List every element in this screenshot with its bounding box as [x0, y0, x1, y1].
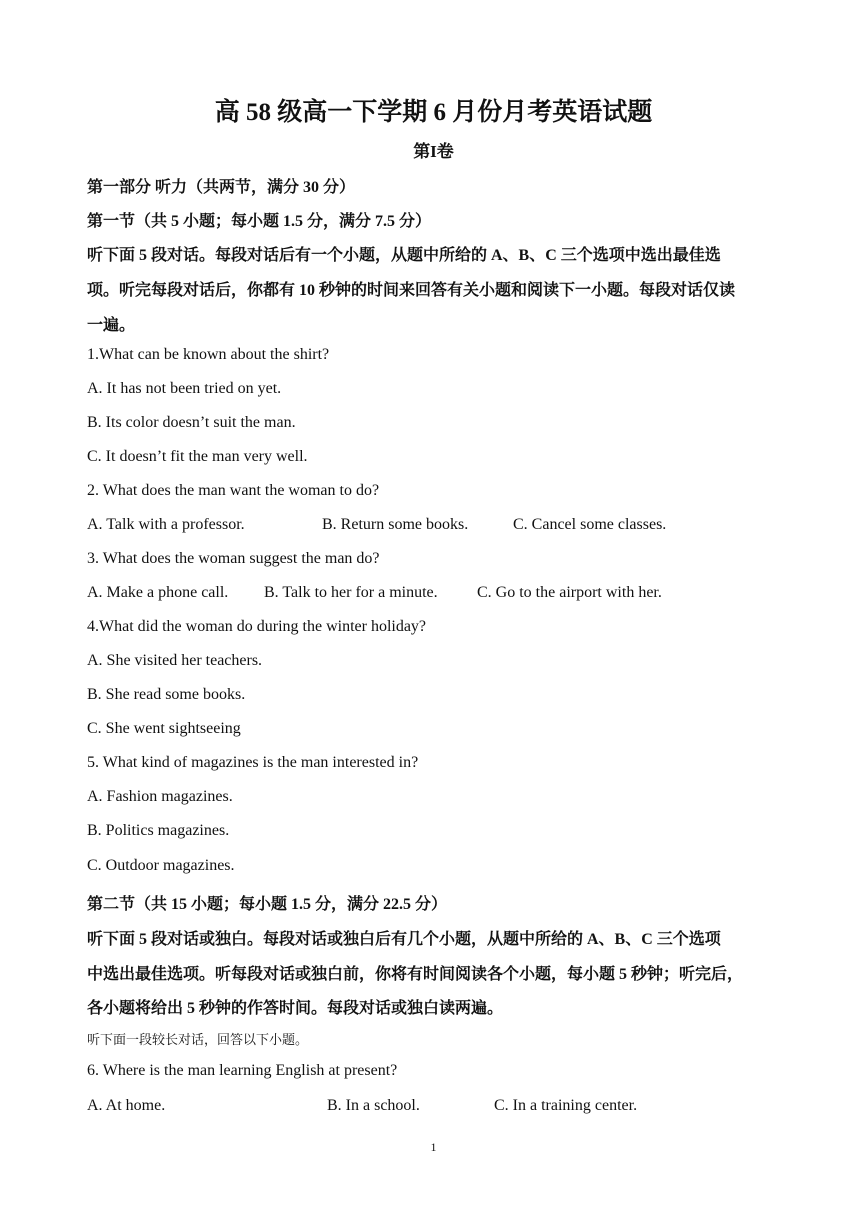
question-4-option-a: A. She visited her teachers.	[87, 652, 263, 669]
question-5-option-b: B. Politics magazines.	[87, 822, 230, 839]
question-5-option-c: C. Outdoor magazines.	[87, 857, 235, 874]
question-6-stem: 6. Where is the man learning English at present?	[87, 1062, 398, 1079]
section1-instructions-line: 听下面 5 段对话。每段对话后有一个小题，从题中所给的 A、B、C 三个选项中选出最佳选	[87, 247, 721, 264]
volume-label: 第I卷	[413, 142, 454, 161]
question-3-option-b: B. Talk to her for a minute.	[264, 584, 438, 601]
question-1-option-b: B. Its color doesn’t suit the man.	[87, 414, 296, 431]
section2-instructions-line: 听下面 5 段对话或独白。每段对话或独白后有几个小题，从题中所给的 A、B、C 三个选项	[87, 931, 721, 948]
question-4-stem: 4.What did the woman do during the winter holiday?	[87, 618, 427, 635]
section2-note: 听下面一段较长对话，回答以下小题。	[87, 1033, 309, 1048]
section1-instructions-line: 一遍。	[87, 317, 136, 334]
question-1-option-c: C. It doesn’t fit the man very well.	[87, 448, 308, 465]
question-4-option-c: C. She went sightseeing	[87, 720, 241, 737]
exam-title: 高 58 级高一下学期 6 月份月考英语试题	[214, 99, 653, 126]
question-1-option-a: A. It has not been tried on yet.	[87, 380, 282, 397]
question-6-option-c: C. In a training center.	[494, 1097, 638, 1114]
question-5-stem: 5. What kind of magazines is the man interested in?	[87, 754, 419, 771]
part1-heading: 第一部分 听力（共两节，满分 30 分）	[87, 179, 356, 196]
question-6-option-a: A. At home.	[87, 1097, 166, 1114]
question-3-option-a: A. Make a phone call.	[87, 584, 229, 601]
page-number: 1	[430, 1140, 437, 1154]
question-2-option-b: B. Return some books.	[322, 516, 469, 533]
question-4-option-b: B. She read some books.	[87, 686, 246, 703]
question-2-stem: 2. What does the man want the woman to do?	[87, 482, 380, 499]
section1-instructions-line: 项。听完每段对话后，你都有 10 秒钟的时间来回答有关小题和阅读下一小题。每段对话仅读	[87, 282, 736, 299]
question-5-option-a: A. Fashion magazines.	[87, 788, 233, 805]
section1-heading: 第一节（共 5 小题；每小题 1.5 分，满分 7.5 分）	[87, 213, 432, 230]
section2-instructions-line: 中选出最佳选项。听每段对话或独白前，你将有时间阅读各个小题，每小题 5 秒钟；听完后，	[87, 966, 744, 983]
question-3-option-c: C. Go to the airport with her.	[477, 584, 662, 601]
question-2-option-c: C. Cancel some classes.	[513, 516, 667, 533]
question-1-stem: 1.What can be known about the shirt?	[87, 346, 330, 363]
question-3-stem: 3. What does the woman suggest the man do?	[87, 550, 380, 567]
section2-instructions-line: 各小题将给出 5 秒钟的作答时间。每段对话或独白读两遍。	[87, 1000, 504, 1017]
question-2-option-a: A. Talk with a professor.	[87, 516, 245, 533]
section2-heading: 第二节（共 15 小题；每小题 1.5 分，满分 22.5 分）	[87, 896, 448, 913]
question-6-option-b: B. In a school.	[327, 1097, 420, 1114]
